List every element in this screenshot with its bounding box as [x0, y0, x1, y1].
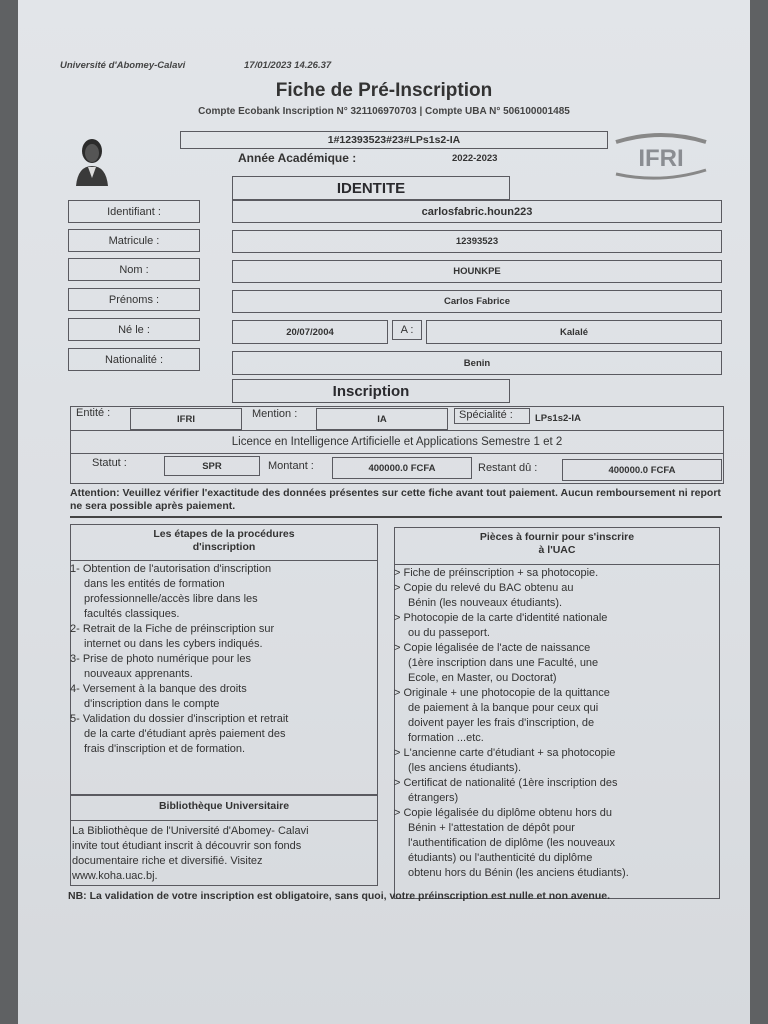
- etape-item-line: 1- Obtention de l'autorisation d'inscription: [70, 563, 272, 575]
- etapes-title: [70, 528, 378, 554]
- nationalite-label-box: [68, 348, 200, 371]
- student-photo: [74, 134, 110, 186]
- piece-item-line: > Copie du relevé du BAC obtenu au: [394, 582, 574, 594]
- piece-item: [394, 611, 716, 641]
- piece-item-line: Bénin (les nouveaux étudiants).: [408, 597, 563, 609]
- etapes-title-divider: [70, 560, 378, 561]
- mention-value-box: [316, 408, 448, 430]
- etape-item-line: 4- Versement à la banque des droits: [70, 683, 247, 695]
- etape-item-line: de la carte d'étudiant après paiement des: [84, 728, 286, 740]
- divider: [70, 516, 722, 518]
- piece-item: [394, 686, 716, 746]
- program-row: [70, 430, 724, 454]
- pieces-title: [394, 531, 720, 557]
- academic-year: 2022-2023: [452, 153, 498, 164]
- etapes-list: [70, 562, 370, 757]
- identifiant-label-box: [68, 200, 200, 223]
- entite-value-box: [130, 408, 242, 430]
- pieces-title-line1: Pièces à fournir pour s'inscrire: [479, 531, 635, 543]
- piece-item-line: > Fiche de préinscription + sa photocopie.: [394, 567, 599, 579]
- program-name: Licence en Intelligence Artificielle et Applications Semestre 1 et 2: [231, 436, 563, 448]
- specialite-label-box: [454, 408, 530, 424]
- bibliotheque-text: [72, 824, 376, 884]
- piece-item-line: > Copie légalisée du diplôme obtenu hors du: [394, 807, 613, 819]
- pieces-title-line2: à l'UAC: [538, 544, 576, 556]
- mention-label: Mention :: [252, 408, 298, 420]
- identifiant-label: Identifiant :: [107, 205, 161, 218]
- matricule-value-box: [232, 230, 722, 253]
- piece-item-line: de paiement à la banque pour ceux qui: [408, 702, 599, 714]
- ifri-logo: [606, 132, 716, 182]
- piece-item: [394, 776, 716, 806]
- nom-value-box: [232, 260, 722, 283]
- etape-item-line: frais d'inscription et de formation.: [84, 743, 246, 755]
- etapes-title-line1: Les étapes de la procédures: [153, 528, 295, 540]
- birthplace-label-box: [392, 320, 422, 340]
- nationalite-label: Nationalité :: [104, 353, 164, 366]
- piece-item-line: ou du passeport.: [408, 627, 490, 639]
- etape-item: [70, 682, 370, 712]
- etape-item-line: nouveaux apprenants.: [84, 668, 193, 680]
- identifiant-value-box: [232, 200, 722, 223]
- bank-accounts: Compte Ecobank Inscription N° 321106970703 | Compte UBA N° 506100001485: [198, 106, 570, 117]
- etape-item: [70, 652, 370, 682]
- inscription-section-header: [232, 379, 510, 403]
- etapes-title-line2: d'inscription: [192, 541, 256, 553]
- piece-item: [394, 566, 716, 581]
- birthplace-value: Kalalé: [560, 326, 588, 338]
- nom-value: HOUNKPE: [453, 266, 501, 277]
- bibliotheque-line: invite tout étudiant inscrit à découvrir son fonds: [72, 840, 302, 852]
- mention-value: IA: [377, 413, 387, 425]
- ne-le-label: Né le :: [118, 323, 150, 336]
- piece-item-line: > Originale + une photocopie de la quittance: [394, 687, 610, 699]
- restant-label: Restant dû :: [478, 462, 538, 474]
- etape-item-line: 2- Retrait de la Fiche de préinscription sur: [70, 623, 275, 635]
- montant-value: 400000.0 FCFA: [368, 462, 436, 474]
- etape-item-line: professionnelle/accès libre dans les: [84, 593, 258, 605]
- prenoms-label-box: [68, 288, 200, 311]
- bibliotheque-line: La Bibliothèque de l'Université d'Abomey- Calavi: [72, 825, 309, 837]
- prenoms-label: Prénoms :: [108, 293, 160, 306]
- footer-nb: NB: La validation de votre inscription est obligatoire, sans quoi, votre préinscription est nulle et non avenue.: [68, 890, 611, 902]
- piece-item-line: > Photocopie de la carte d'identité nationale: [394, 612, 608, 624]
- prenoms-value-box: [232, 290, 722, 313]
- restant-value-box: [562, 459, 722, 481]
- specialite-value: LPs1s2-IA: [535, 413, 581, 424]
- piece-item-line: étrangers): [408, 792, 459, 804]
- piece-item-line: > Certificat de nationalité (1ère inscription des: [394, 777, 618, 789]
- etape-item: [70, 712, 370, 757]
- piece-item-line: Bénin + l'attestation de dépôt pour: [408, 822, 575, 834]
- birthplace-value-box: [426, 320, 722, 344]
- pieces-title-divider: [394, 564, 720, 565]
- nom-label: Nom :: [119, 263, 149, 276]
- etape-item-line: 5- Validation du dossier d'inscription et retrait: [70, 713, 289, 725]
- piece-item-line: doivent payer les frais d'inscription, de: [408, 717, 595, 729]
- etape-item-line: 3- Prise de photo numérique pour les: [70, 653, 251, 665]
- piece-item-line: Ecole, en Master, ou Doctorat): [408, 672, 557, 684]
- piece-item-line: l'authentification de diplôme (les nouveaux: [408, 837, 615, 849]
- nom-label-box: [68, 258, 200, 281]
- prenoms-value: Carlos Fabrice: [444, 296, 510, 307]
- piece-item-line: obtenu hors du Bénin (les anciens étudiants).: [408, 867, 629, 879]
- etape-item: [70, 622, 370, 652]
- nationalite-value-box: [232, 351, 722, 375]
- matricule-label-box: [68, 229, 200, 252]
- attention-notice: Attention: Veuillez vérifier l'exactitude des données présentes sur cette fiche avant tout paiement. Aucun remboursement ni report ne sera possible après paiement.: [70, 487, 721, 512]
- montant-label: Montant :: [268, 460, 314, 472]
- piece-item-line: étudiants) ou l'authenticité du diplôme: [408, 852, 593, 864]
- birthplace-label: A :: [400, 324, 414, 336]
- bibliotheque-divider: [70, 820, 378, 821]
- piece-item: [394, 641, 716, 686]
- entite-value: IFRI: [177, 413, 195, 425]
- academic-year-label: Année Académique :: [238, 151, 357, 165]
- identite-section-header: [232, 176, 510, 200]
- bibliotheque-title: Bibliothèque Universitaire: [158, 800, 290, 812]
- etape-item: [70, 562, 370, 622]
- piece-item: [394, 806, 716, 881]
- etape-item-line: internet ou dans les cybers indiqués.: [84, 638, 263, 650]
- inscription-title: Inscription: [332, 382, 410, 400]
- etape-item-line: d'inscription dans le compte: [84, 698, 220, 710]
- piece-item: [394, 746, 716, 776]
- restant-value: 400000.0 FCFA: [608, 464, 676, 476]
- piece-item-line: > L'ancienne carte d'étudiant + sa photocopie: [394, 747, 616, 759]
- matricule-value: 12393523: [455, 236, 499, 247]
- print-datetime: 17/01/2023 14.26.37: [244, 60, 332, 71]
- reference-box: [180, 131, 608, 149]
- document-page: [18, 0, 750, 1024]
- reference-code: 1#12393523#23#LPs1s2-IA: [327, 134, 461, 146]
- birthdate-value-box: [232, 320, 388, 344]
- university-name: Université d'Abomey-Calavi: [60, 60, 186, 71]
- montant-value-box: [332, 457, 472, 479]
- etape-item-line: facultés classiques.: [84, 608, 180, 620]
- piece-item-line: formation ...etc.: [408, 732, 484, 744]
- entite-label: Entité :: [76, 407, 111, 419]
- piece-item: [394, 581, 716, 611]
- statut-label: Statut :: [92, 457, 127, 469]
- bibliotheque-line: documentaire riche et diversifié. Visitez: [72, 855, 263, 867]
- ne-le-label-box: [68, 318, 200, 341]
- matricule-label: Matricule :: [108, 234, 160, 247]
- pieces-list: [394, 566, 716, 881]
- specialite-label: Spécialité :: [459, 409, 513, 421]
- identite-title: IDENTITE: [336, 179, 406, 197]
- page-title: Fiche de Pré-Inscription: [275, 80, 493, 101]
- identifiant-value: carlosfabric.houn223: [421, 205, 533, 218]
- piece-item-line: (1ère inscription dans une Faculté, une: [408, 657, 599, 669]
- bibliotheque-line: www.koha.uac.bj.: [72, 870, 158, 882]
- statut-value: SPR: [202, 460, 222, 472]
- etape-item-line: dans les entités de formation: [84, 578, 225, 590]
- statut-value-box: [164, 456, 260, 476]
- birthdate-value: 20/07/2004: [286, 326, 334, 338]
- piece-item-line: (les anciens étudiants).: [408, 762, 522, 774]
- piece-item-line: > Copie légalisée de l'acte de naissance: [394, 642, 591, 654]
- ifri-logo-text: IFRI: [638, 145, 684, 172]
- nationalite-value: Benin: [463, 357, 491, 369]
